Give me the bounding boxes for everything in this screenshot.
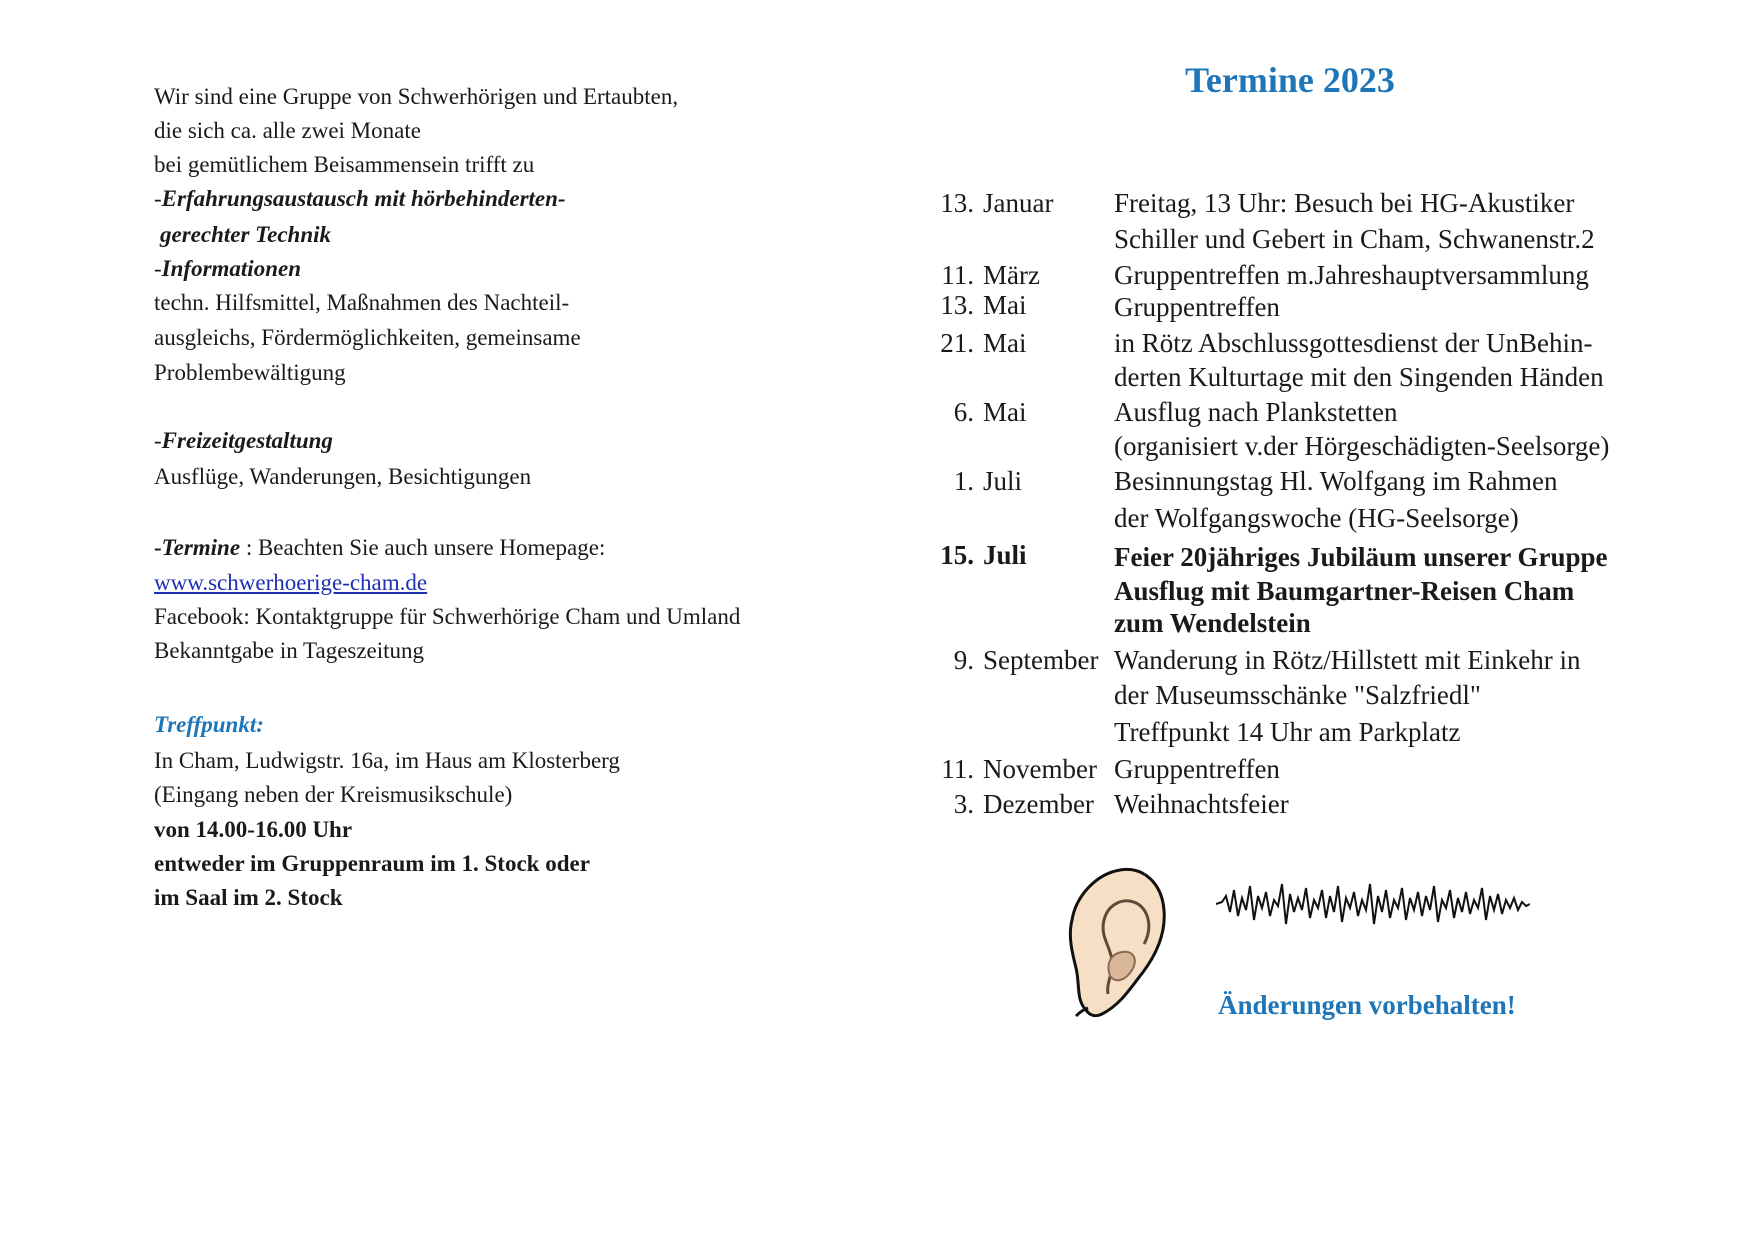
intro-line-1: Wir sind eine Gruppe von Schwerhörigen und Ertaubten, xyxy=(154,84,679,109)
event-desc: (organisiert v.der Hörgeschädigten-Seelsorge) xyxy=(1114,431,1610,461)
event-date: 15. Juli xyxy=(940,540,1027,570)
info-line-1: techn. Hilfsmittel, Maßnahmen des Nachteil- xyxy=(154,290,570,315)
homepage-link[interactable]: www.schwerhoerige-cham.de xyxy=(154,570,428,595)
event-desc: Ausflug nach Plankstetten xyxy=(1114,397,1398,427)
intro-line-3: bei gemütlichem Beisammensein trifft zu xyxy=(154,152,535,177)
event-date: 13. Januar xyxy=(940,188,1054,218)
meeting-heading: Treffpunkt: xyxy=(154,712,264,737)
meeting-room-1: entweder im Gruppenraum im 1. Stock oder xyxy=(154,851,590,876)
press-line: Bekanntgabe in Tageszeitung xyxy=(154,638,425,663)
event-date: 11. März xyxy=(941,260,1040,290)
event-desc: der Museumsschänke "Salzfriedl" xyxy=(1114,680,1481,710)
changes-note: Änderungen vorbehalten! xyxy=(1218,990,1516,1020)
meeting-address: In Cham, Ludwigstr. 16a, im Haus am Klosterberg xyxy=(154,748,620,773)
leisure-text: Ausflüge, Wanderungen, Besichtigungen xyxy=(154,464,532,489)
info-line-3: Problembewältigung xyxy=(154,360,346,385)
ear-icon xyxy=(1066,860,1168,1018)
event-desc: Feier 20jähriges Jubiläum unserer Gruppe xyxy=(1114,542,1608,572)
event-desc: Ausflug mit Baumgartner-Reisen Cham xyxy=(1114,576,1575,606)
event-date: 6. Mai xyxy=(953,397,1027,427)
event-date: 3. Dezember xyxy=(953,789,1094,819)
event-desc: der Wolfgangswoche (HG-Seelsorge) xyxy=(1114,503,1519,533)
event-date: 11. November xyxy=(941,754,1097,784)
event-desc: zum Wendelstein xyxy=(1114,608,1311,638)
event-desc: Gruppentreffen xyxy=(1114,292,1280,322)
intro-line-2: die sich ca. alle zwei Monate xyxy=(154,118,421,143)
event-desc: Gruppentreffen xyxy=(1114,754,1280,784)
meeting-entrance: (Eingang neben der Kreismusikschule) xyxy=(154,782,513,807)
termine-heading: -Termine : Beachten Sie auch unsere Homepage: xyxy=(154,535,606,560)
exchange-heading-1: -Erfahrungsaustausch mit hörbehinderten- xyxy=(154,186,566,211)
event-desc: Wanderung in Rötz/Hillstett mit Einkehr in xyxy=(1114,645,1581,675)
leisure-heading: -Freizeitgestaltung xyxy=(154,428,333,453)
event-desc: derten Kulturtage mit den Singenden Händen xyxy=(1114,362,1604,392)
page-title: Termine 2023 xyxy=(1185,60,1395,100)
event-date: 21. Mai xyxy=(940,328,1027,358)
event-desc: Weihnachtsfeier xyxy=(1114,789,1289,819)
event-desc: Besinnungstag Hl. Wolfgang im Rahmen xyxy=(1114,466,1558,496)
event-desc: Treffpunkt 14 Uhr am Parkplatz xyxy=(1114,717,1461,747)
event-date: 13. Mai xyxy=(940,290,1027,320)
info-line-2: ausgleichs, Fördermöglichkeiten, gemeinsame xyxy=(154,325,581,350)
event-desc: Freitag, 13 Uhr: Besuch bei HG-Akustiker xyxy=(1114,188,1575,218)
facebook-line: Facebook: Kontaktgruppe für Schwerhörige Cham und Umland xyxy=(154,604,741,629)
meeting-room-2: im Saal im 2. Stock xyxy=(154,885,343,910)
event-desc: Schiller und Gebert in Cham, Schwanenstr.2 xyxy=(1114,224,1595,254)
event-date: 1. Juli xyxy=(953,466,1023,496)
soundwave-icon xyxy=(1216,872,1530,936)
event-desc: Gruppentreffen m.Jahreshauptversammlung xyxy=(1114,260,1589,290)
event-date: 9. September xyxy=(953,645,1099,675)
exchange-heading-2: gerechter Technik xyxy=(160,222,331,247)
info-heading: -Informationen xyxy=(154,256,301,281)
meeting-time: von 14.00-16.00 Uhr xyxy=(154,817,353,842)
event-desc: in Rötz Abschlussgottesdienst der UnBehin- xyxy=(1114,328,1593,358)
